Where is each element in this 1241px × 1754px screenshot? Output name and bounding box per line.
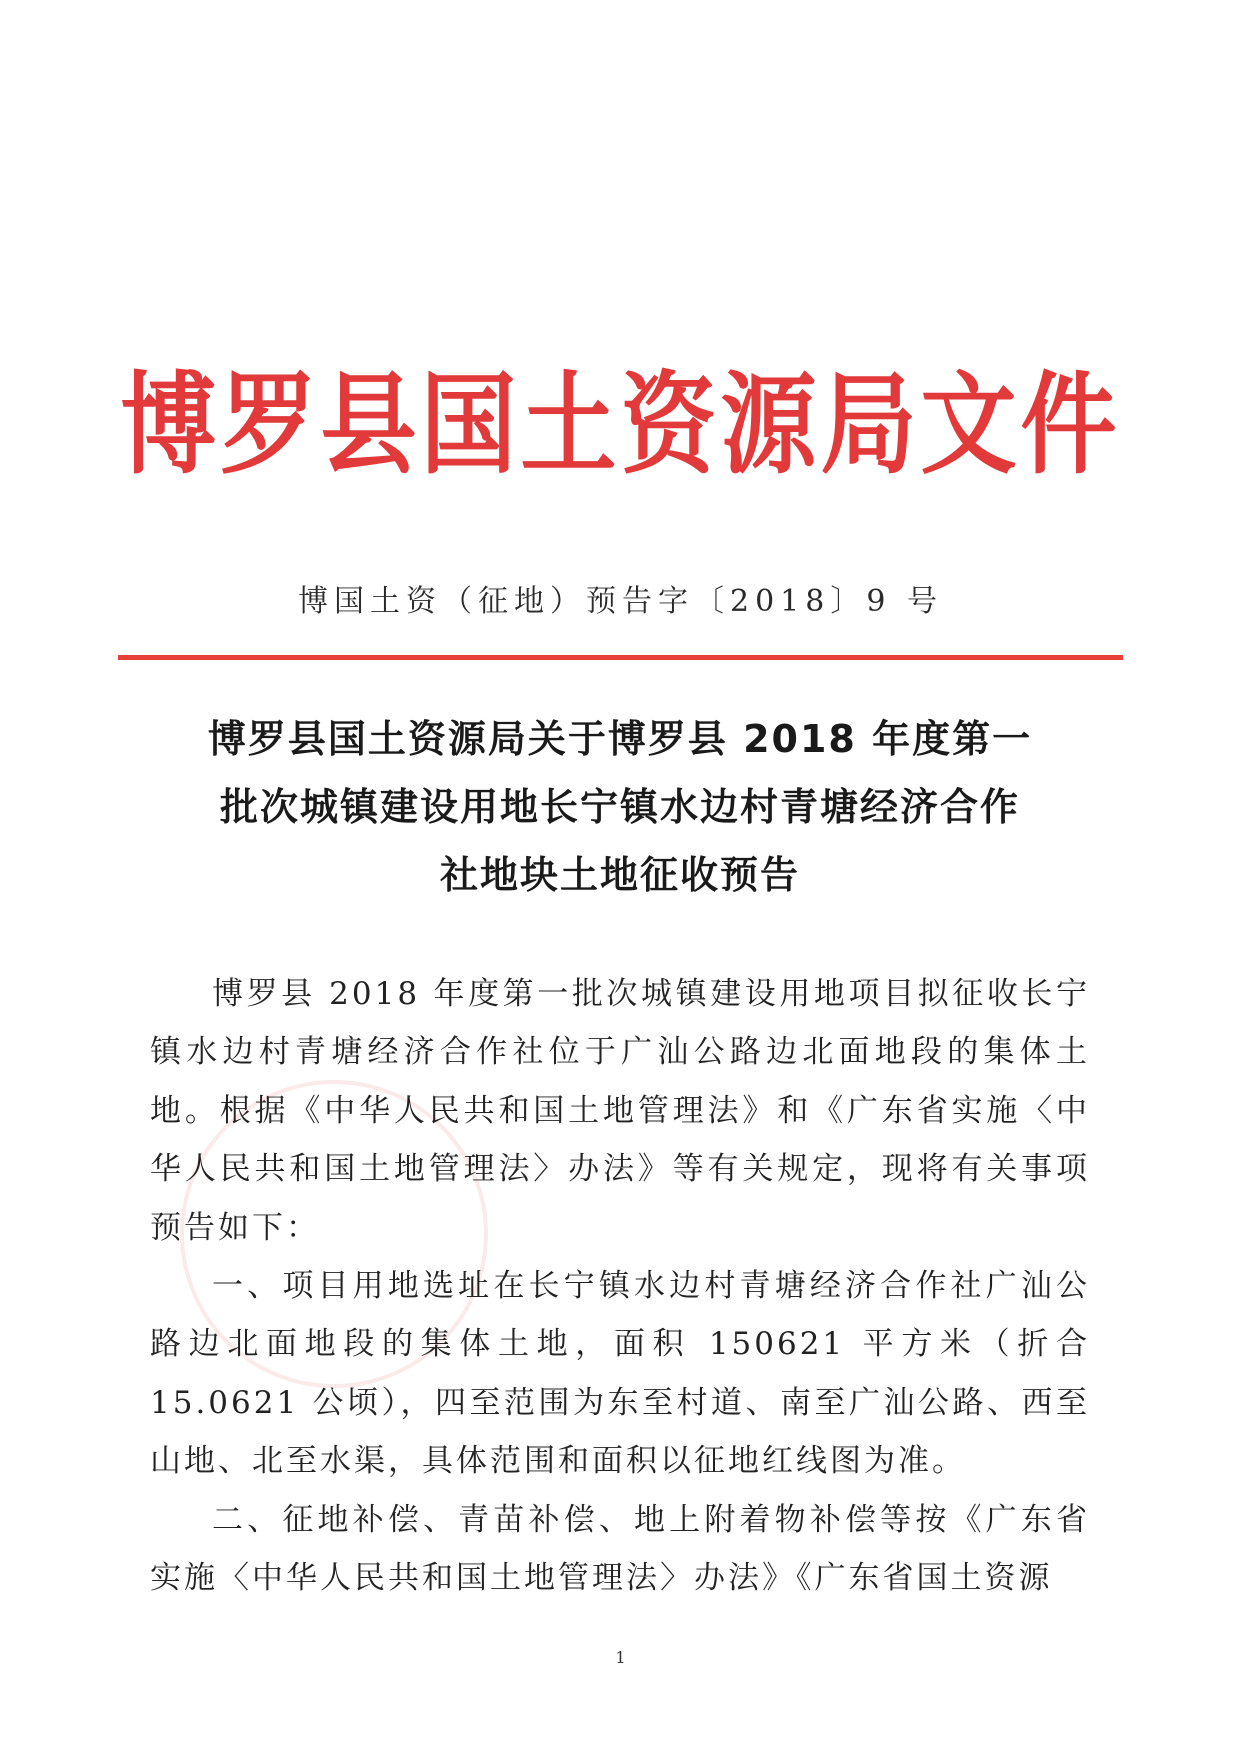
body-paragraph-intro: 博罗县 2018 年度第一批次城镇建设用地项目拟征收长宁镇水边村青塘经济合作社位于广汕公路边北面地段的集体土地。根据《中华人民共和国土地管理法》和《广东省实施〈中华人民共和国土地管理法〉办法》等有关规定，现将有关事项预告如下： <box>150 976 1090 1246</box>
notice-body <box>150 965 1090 1607</box>
title-line-3: 社地块土地征收预告 <box>439 853 800 897</box>
page-number: 1 <box>615 1648 626 1667</box>
notice-title <box>150 705 1090 909</box>
body-paragraph-item-1: 一、项目用地选址在长宁镇水边村青塘经济合作社广汕公路边北面地段的集体土地，面积 150621 平方米（折合 15.0621 公顷），四至范围为东至村道、南至广汕公路、西至山地、北至水渠，具体范围和面积以征地红线图为准。 <box>150 1268 1090 1480</box>
body-paragraph-item-2: 二、征地补偿、青苗补偿、地上附着物补偿等按《广东省实施〈中华人民共和国土地管理法〉办法》《广东省国土资源 <box>150 1501 1090 1597</box>
title-line-1: 博罗县国土资源局关于博罗县 2018 年度第一 <box>207 717 1033 761</box>
masthead-title: 博罗县国土资源局文件 <box>120 359 1121 490</box>
red-divider-rule <box>118 655 1123 660</box>
document-number: 博国土资（征地）预告字〔2018〕9 号 <box>298 584 943 619</box>
title-line-2: 批次城镇建设用地长宁镇水边村青塘经济合作 <box>219 785 1020 829</box>
